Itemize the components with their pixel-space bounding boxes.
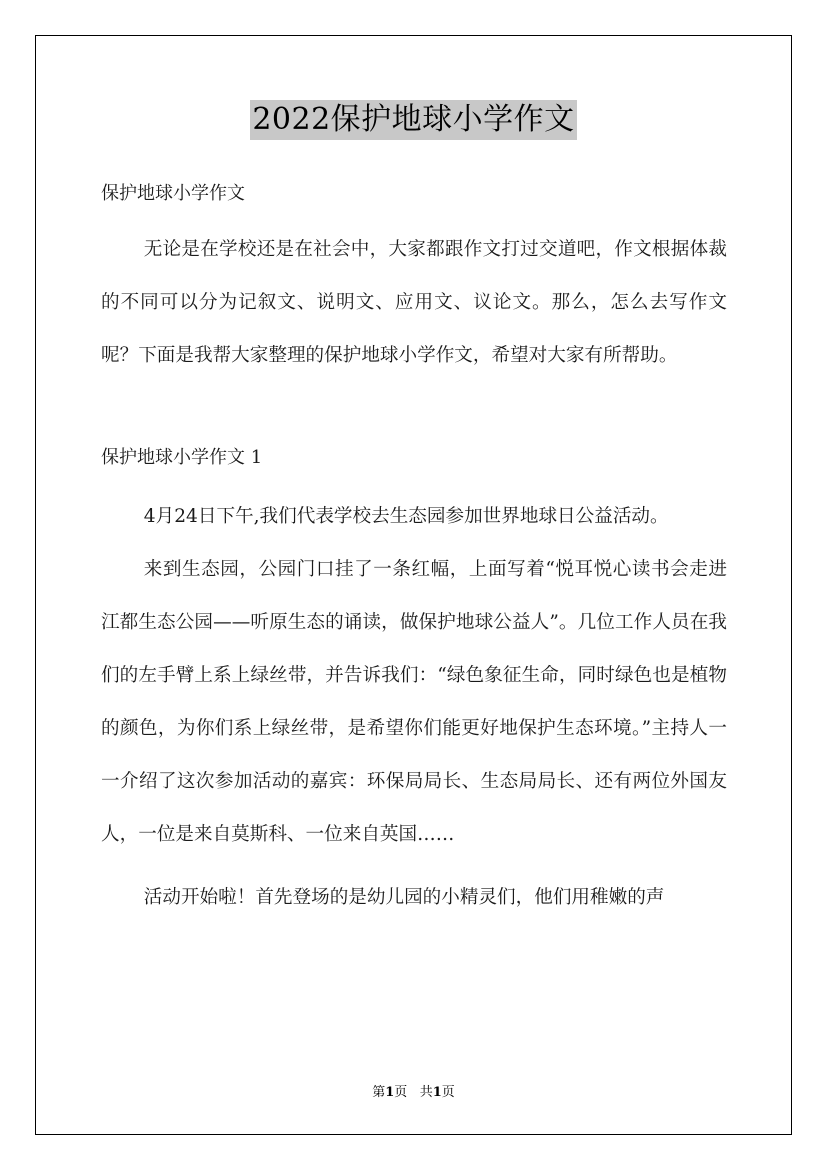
- page-prefix: 第: [372, 1085, 386, 1100]
- document-body: [101, 176, 727, 924]
- paragraph-2: 来到生态园，公园门口挂了一条红幅，上面写着“悦耳悦心读书会走进江都生态公园——听原生态的诵读，做保护地球公益人”。几位工作人员在我们的左手臂上系上绿丝带，并告诉我们：“绿色象征生命，同时绿色也是植物的颜色，为你们系上绿丝带，是希望你们能更好地保护生态环境。”主持人一一介绍了这次参加活动的嘉宾：环保局局长、生态局局长、还有两位外国友人，一位是来自莫斯科、一位来自英国……: [101, 559, 727, 845]
- section-heading: 保护地球小学作文 1: [101, 447, 263, 468]
- paragraph-3: 活动开始啦！首先登场的是幼儿园的小精灵们，他们用稚嫩的声: [143, 887, 665, 908]
- intro-paragraph: 无论是在学校还是在社会中，大家都跟作文打过交道吧，作文根据体裁的不同可以分为记叙文、说明文、应用文、议论文。那么，怎么去写作文呢？下面是我帮大家整理的保护地球小学作文，希望对大家有所帮助。: [101, 239, 727, 366]
- page-footer: [0, 1081, 827, 1100]
- total-prefix: 共: [419, 1085, 433, 1100]
- document-title: 2022保护地球小学作文: [250, 100, 576, 140]
- page-number: 1: [385, 1085, 395, 1100]
- title-container: [0, 100, 827, 140]
- total-suffix: 页: [441, 1085, 455, 1100]
- page-suffix: 页: [394, 1085, 408, 1100]
- total-number: 1: [432, 1085, 442, 1100]
- paragraph-1: 4月24日下午,我们代表学校去生态园参加世界地球日公益活动。: [143, 506, 669, 527]
- subtitle: 保护地球小学作文: [101, 183, 245, 204]
